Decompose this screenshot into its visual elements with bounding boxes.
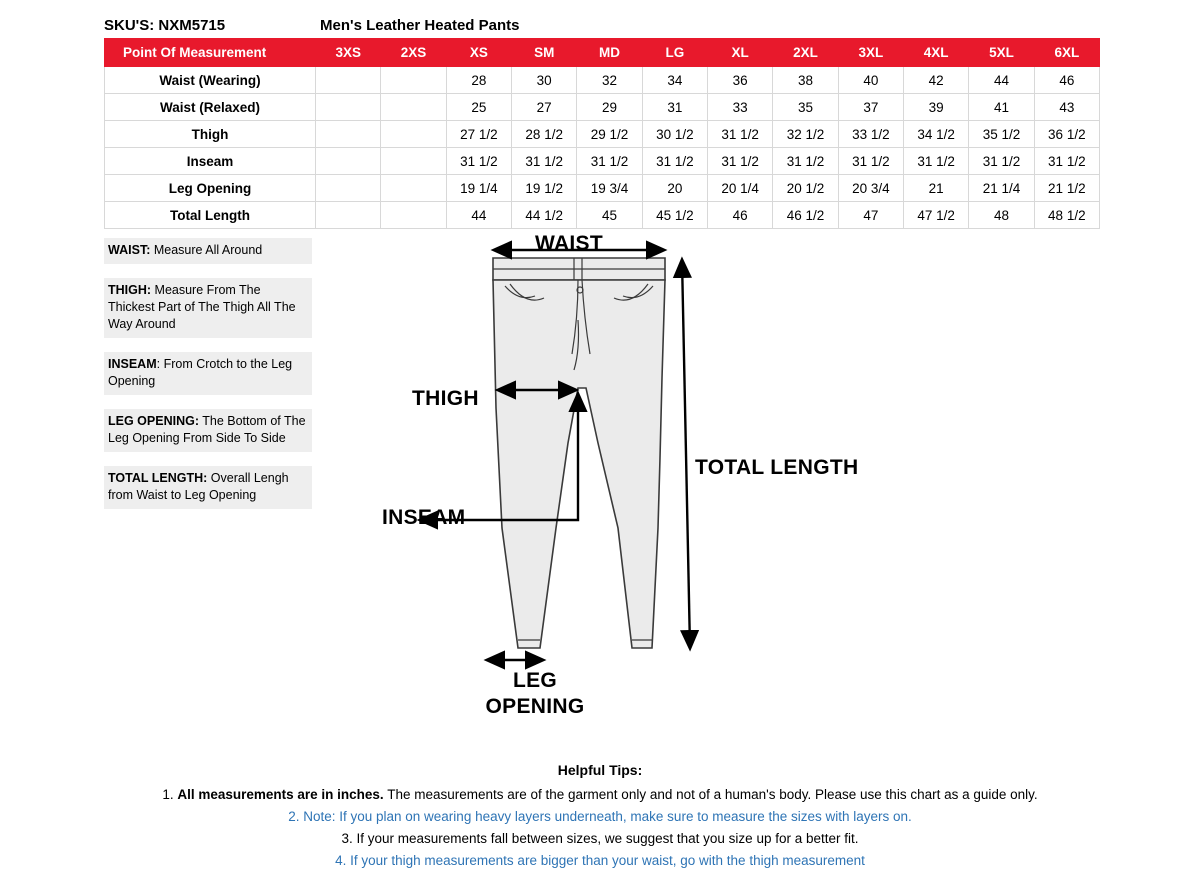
table-cell <box>316 94 381 121</box>
table-cell: 42 <box>904 67 969 94</box>
diagram-label-inseam: INSEAM <box>382 506 466 529</box>
table-cell: 48 <box>969 202 1034 229</box>
table-col-header-3xl: 3XL <box>838 39 903 67</box>
pants-diagram <box>360 228 960 738</box>
table-cell <box>316 148 381 175</box>
table-col-header-2xl: 2XL <box>773 39 838 67</box>
sku-label: SKU'S: NXM5715 <box>104 16 226 34</box>
table-cell <box>316 202 381 229</box>
table-cell: 19 1/2 <box>512 175 577 202</box>
table-cell: 32 <box>577 67 642 94</box>
table-cell: 46 <box>708 202 773 229</box>
row-label: Thigh <box>105 121 316 148</box>
document-header <box>104 14 1100 36</box>
table-cell: 33 <box>708 94 773 121</box>
table-cell: 31 1/2 <box>773 148 838 175</box>
table-cell: 31 <box>642 94 707 121</box>
table-cell: 43 <box>1034 94 1099 121</box>
legend-term: THIGH: <box>108 283 152 297</box>
row-label: Leg Opening <box>105 175 316 202</box>
diagram-label-leg-opening <box>470 668 600 720</box>
table-cell: 31 1/2 <box>904 148 969 175</box>
table-row <box>105 67 1100 94</box>
table-col-header-2xs: 2XS <box>381 39 446 67</box>
legend-text: Overall Lengh from Waist to Leg Opening <box>108 471 289 502</box>
table-cell: 45 <box>577 202 642 229</box>
tip-text: The measurements are of the garment only and not of a human's body. Please use this chart as a guide only. <box>383 787 1038 802</box>
size-chart-table <box>104 38 1100 229</box>
tips-title: Helpful Tips: <box>557 762 643 778</box>
table-cell: 46 1/2 <box>773 202 838 229</box>
table-cell <box>381 175 446 202</box>
table-cell: 21 1/2 <box>1034 175 1099 202</box>
table-col-header-xs: XS <box>446 39 511 67</box>
table-cell: 21 1/4 <box>969 175 1034 202</box>
table-cell: 31 1/2 <box>577 148 642 175</box>
table-row <box>105 121 1100 148</box>
table-cell: 31 1/2 <box>1034 148 1099 175</box>
legend-text: Measure From The Thickest Part of The Thigh All The Way Around <box>108 283 296 331</box>
table-cell: 20 1/2 <box>773 175 838 202</box>
legend-text: Measure All Around <box>150 243 263 257</box>
row-label: Waist (Wearing) <box>105 67 316 94</box>
row-label: Total Length <box>105 202 316 229</box>
table-cell: 31 1/2 <box>838 148 903 175</box>
table-col-header-xl: XL <box>708 39 773 67</box>
table-cell: 31 1/2 <box>708 121 773 148</box>
diagram-label-waist: WAIST <box>535 232 603 255</box>
table-cell: 35 1/2 <box>969 121 1034 148</box>
table-col-header-sm: SM <box>512 39 577 67</box>
table-cell: 44 <box>969 67 1034 94</box>
table-col-header-4xl: 4XL <box>904 39 969 67</box>
table-cell: 36 1/2 <box>1034 121 1099 148</box>
table-cell: 39 <box>904 94 969 121</box>
tip-number: 3. <box>341 831 357 846</box>
table-cell: 35 <box>773 94 838 121</box>
tip-item <box>0 784 1200 806</box>
table-cell: 27 <box>512 94 577 121</box>
legend-term: TOTAL LENGTH: <box>108 471 208 485</box>
legend-term: LEG OPENING: <box>108 414 199 428</box>
tip-item <box>0 806 1200 828</box>
table-col-header-3xs: 3XS <box>316 39 381 67</box>
measurement-legend <box>104 238 312 523</box>
table-cell: 44 1/2 <box>512 202 577 229</box>
table-cell: 34 <box>642 67 707 94</box>
legend-item <box>104 466 312 509</box>
table-cell: 28 1/2 <box>512 121 577 148</box>
table-cell: 27 1/2 <box>446 121 511 148</box>
table-cell: 19 1/4 <box>446 175 511 202</box>
legend-text: The Bottom of The Leg Opening From Side To Side <box>108 414 306 445</box>
tip-bold: All measurements are in inches. <box>177 787 384 802</box>
table-col-header-5xl: 5XL <box>969 39 1034 67</box>
legend-term: INSEAM <box>108 357 157 371</box>
legend-item <box>104 238 312 264</box>
table-cell: 20 3/4 <box>838 175 903 202</box>
table-cell: 19 3/4 <box>577 175 642 202</box>
table-cell: 31 1/2 <box>512 148 577 175</box>
diagram-label-leg-opening-line2: OPENING <box>485 695 585 718</box>
table-col-header-6xl: 6XL <box>1034 39 1099 67</box>
table-row <box>105 175 1100 202</box>
table-cell: 45 1/2 <box>642 202 707 229</box>
product-title: Men's Leather Heated Pants <box>320 16 520 34</box>
table-row <box>105 148 1100 175</box>
table-cell: 33 1/2 <box>838 121 903 148</box>
helpful-tips <box>0 762 1200 872</box>
tip-item <box>0 850 1200 872</box>
table-col-header-point-of-measurement: Point Of Measurement <box>105 39 316 67</box>
table-cell: 20 <box>642 175 707 202</box>
legend-term: WAIST: <box>108 243 151 257</box>
diagram-label-leg-opening-line1: LEG <box>512 669 558 692</box>
table-cell: 40 <box>838 67 903 94</box>
table-cell: 41 <box>969 94 1034 121</box>
table-cell: 48 1/2 <box>1034 202 1099 229</box>
table-col-header-lg: LG <box>642 39 707 67</box>
table-cell: 32 1/2 <box>773 121 838 148</box>
table-cell <box>381 148 446 175</box>
legend-item <box>104 409 312 452</box>
legend-item <box>104 352 312 395</box>
table-cell: 31 1/2 <box>446 148 511 175</box>
tip-text: If your thigh measurements are bigger than your waist, go with the thigh measurement <box>350 853 865 868</box>
table-cell <box>381 202 446 229</box>
table-cell: 38 <box>773 67 838 94</box>
table-cell: 31 1/2 <box>708 148 773 175</box>
table-cell: 36 <box>708 67 773 94</box>
table-cell: 20 1/4 <box>708 175 773 202</box>
table-row <box>105 94 1100 121</box>
tip-number: 1. <box>162 787 178 802</box>
table-row <box>105 202 1100 229</box>
table-cell: 29 <box>577 94 642 121</box>
table-cell <box>381 94 446 121</box>
table-cell: 46 <box>1034 67 1099 94</box>
table-cell: 37 <box>838 94 903 121</box>
table-cell <box>316 175 381 202</box>
tip-number: 2. <box>288 809 304 824</box>
diagram-label-total-length: TOTAL LENGTH <box>695 456 859 479</box>
table-header <box>105 39 1100 67</box>
table-cell: 31 1/2 <box>642 148 707 175</box>
table-cell: 21 <box>904 175 969 202</box>
legend-text: : From Crotch to the Leg Opening <box>108 357 293 388</box>
table-col-header-md: MD <box>577 39 642 67</box>
table-cell: 28 <box>446 67 511 94</box>
table-cell: 47 <box>838 202 903 229</box>
table-cell: 25 <box>446 94 511 121</box>
table-cell: 31 1/2 <box>969 148 1034 175</box>
row-label: Waist (Relaxed) <box>105 94 316 121</box>
tip-number: 4. <box>335 853 351 868</box>
table-body <box>105 67 1100 229</box>
legend-item <box>104 278 312 338</box>
row-label: Inseam <box>105 148 316 175</box>
tip-text: If your measurements fall between sizes, we suggest that you size up for a better fit. <box>356 831 859 846</box>
table-cell <box>316 121 381 148</box>
table-header-row <box>105 39 1100 67</box>
tip-text: Note: If you plan on wearing heavy layers underneath, make sure to measure the sizes with layers on. <box>303 809 912 824</box>
table-cell <box>381 121 446 148</box>
table-cell: 29 1/2 <box>577 121 642 148</box>
total-length-arrow <box>682 260 690 648</box>
table-cell <box>316 67 381 94</box>
table-cell: 30 1/2 <box>642 121 707 148</box>
tip-item <box>0 828 1200 850</box>
pants-illustration <box>360 228 960 738</box>
table-cell: 30 <box>512 67 577 94</box>
table-cell <box>381 67 446 94</box>
table-cell: 34 1/2 <box>904 121 969 148</box>
diagram-label-thigh: THIGH <box>412 387 479 410</box>
table-cell: 47 1/2 <box>904 202 969 229</box>
table-cell: 44 <box>446 202 511 229</box>
